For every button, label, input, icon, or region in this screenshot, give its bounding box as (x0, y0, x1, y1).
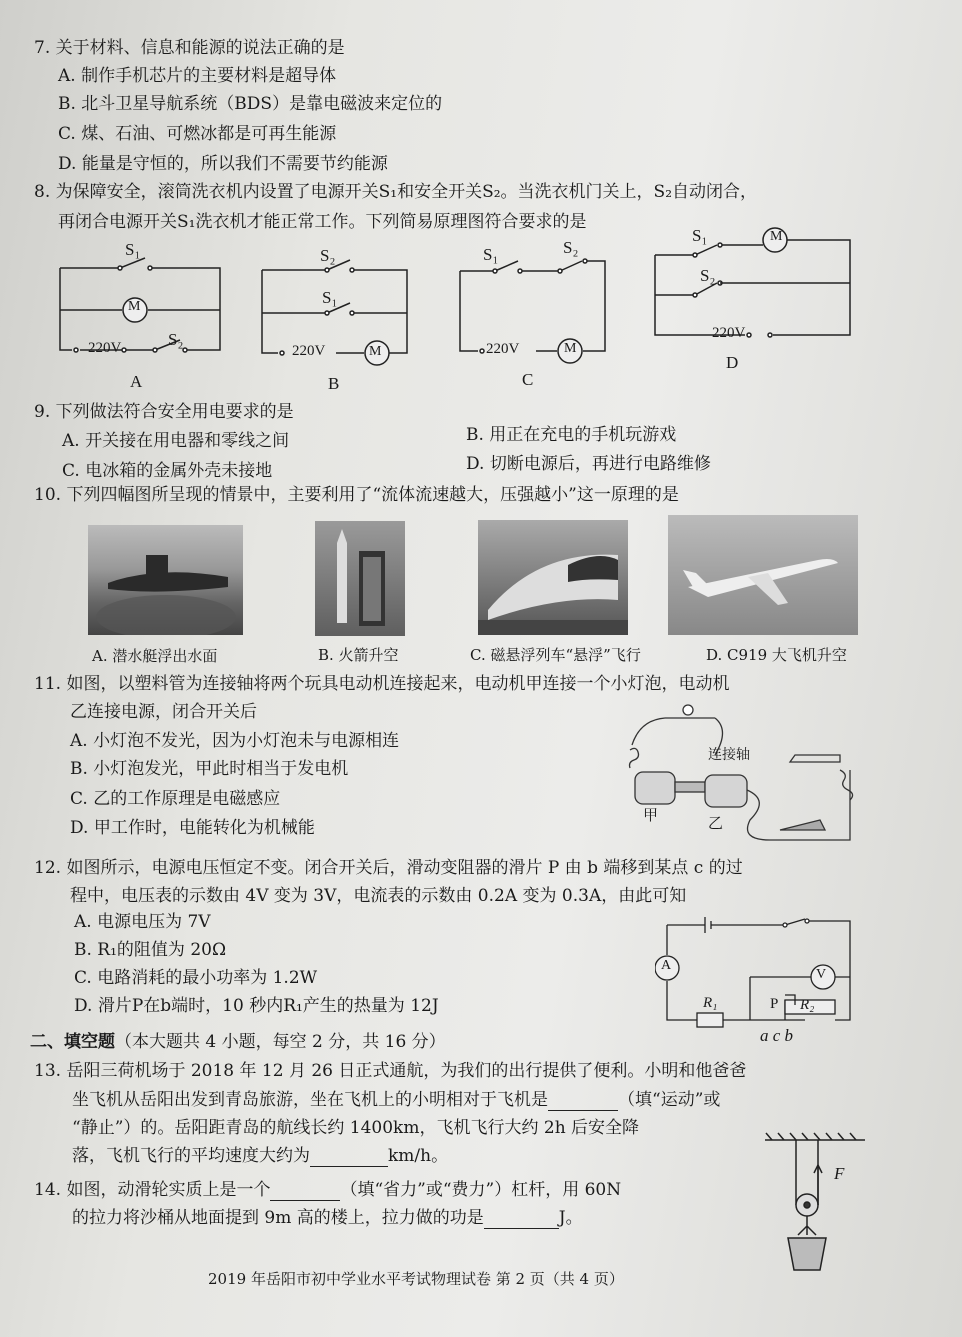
q7-option-d: D. 能量是守恒的，所以我们不需要节约能源 (58, 154, 388, 174)
q13-blank-motion[interactable] (548, 1094, 618, 1111)
circuit-c-s1-label: S₁ (483, 245, 499, 264)
circuit-d-voltage-label: 220V (712, 325, 746, 341)
rocket-photo (315, 521, 405, 636)
q13-line2-text-a: 坐飞机从岳阳出发到青岛旅游，坐在飞机上的小明相对于飞机是 (72, 1090, 548, 1110)
q14-line2-text-b: J。 (558, 1208, 583, 1228)
q7-option-a: A. 制作手机芯片的主要材料是超导体 (58, 66, 337, 86)
voltmeter-label: V (816, 967, 827, 982)
section-fill-in-heading (30, 1027, 446, 1052)
circuit-d-label: D (726, 353, 739, 372)
r2-label: R₂ (800, 997, 815, 1013)
q12-option-c: C. 电路消耗的最小功率为 1.2W (74, 968, 318, 988)
movable-pulley-diagram (760, 1130, 870, 1280)
circuit-c-motor-label: M (564, 341, 577, 356)
q7-option-b: B. 北斗卫星导航系统（BDS）是靠电磁波来定位的 (58, 94, 443, 114)
page-footer: 2019 年岳阳市初中学业水平考试物理试卷 第 2 页（共 4 页） (208, 1270, 624, 1288)
maglev-train-photo (478, 520, 628, 635)
motor-jia-label: 甲 (643, 808, 659, 824)
circuit-diagram-d (645, 225, 860, 350)
q8-stem-line2: 再闭合电源开关S₁洗衣机才能正常工作。下列简易原理图符合要求的是 (58, 212, 587, 232)
q14-blank-work[interactable] (484, 1212, 559, 1229)
r1-label: R₁ (703, 995, 718, 1011)
q10-caption-b: B. 火箭升空 (318, 646, 399, 664)
q12-option-d: D. 滑片P在b端时，10 秒内R₁产生的热量为 12J (74, 996, 439, 1016)
q11-stem-line2: 乙连接电源，闭合开关后 (70, 702, 257, 722)
force-f-label: F (834, 1164, 845, 1183)
q13-line1: 13. 岳阳三荷机场于 2018 年 12 月 26 日正式通航，为我们的出行提供了便利。小明和他爸爸 (34, 1061, 747, 1081)
q14-line1 (34, 1180, 621, 1201)
circuit-b-label: B (328, 374, 340, 393)
section-title: 二、填空题 (30, 1032, 115, 1052)
circuit-diagram-c (450, 243, 615, 368)
c919-airplane-photo (668, 515, 858, 635)
q13-line4-text-a: 落，飞机飞行的平均速度大约为 (72, 1146, 310, 1166)
connecting-axle-label: 连接轴 (708, 748, 750, 763)
q14-blank-lever-type[interactable] (270, 1184, 340, 1201)
q14-line1-text-b: （填“省力”或“费力”）杠杆，用 60N (340, 1180, 622, 1200)
circuit-a-motor-label: M (128, 299, 141, 314)
circuit-b-s1-label: S₁ (322, 288, 338, 307)
circuit-a-s2-label: S₂ (168, 330, 184, 349)
circuit-d-motor-label: M (770, 229, 783, 244)
q7-option-c: C. 煤、石油、可燃冰都是可再生能源 (58, 124, 337, 144)
q8-stem-line1: 8. 为保障安全，滚筒洗衣机内设置了电源开关S₁和安全开关S₂。当洗衣机门关上，S₂自动闭合， (34, 182, 758, 202)
q13-blank-speed[interactable] (310, 1150, 388, 1167)
q7-stem: 7. 关于材料、信息和能源的说法正确的是 (34, 38, 345, 58)
circuit-a-label: A (130, 372, 143, 391)
q11-option-b: B. 小灯泡发光，甲此时相当于发电机 (70, 759, 349, 779)
ammeter-label: A (661, 958, 672, 973)
q10-stem: 10. 下列四幅图所呈现的情景中，主要利用了“流体流速越大，压强越小”这一原理的是 (34, 485, 679, 505)
q10-caption-a: A. 潜水艇浮出水面 (92, 647, 218, 665)
section-note: （本大题共 4 小题，每空 2 分，共 16 分） (115, 1032, 446, 1052)
circuit-c-voltage-label: 220V (486, 341, 520, 357)
circuit-b-voltage-label: 220V (292, 343, 326, 359)
q12-stem-line2: 程中，电压表的示数由 4V 变为 3V，电流表的示数由 0.2A 变为 0.3A，由此可知 (70, 886, 687, 906)
q13-line2-text-b: （填“运动”或 (618, 1090, 721, 1110)
circuit-d-s2-label: S₂ (700, 266, 716, 285)
circuit-a-voltage-label: 220V (88, 340, 122, 356)
q13-line2 (72, 1090, 720, 1111)
circuit-a-s1-label: S₁ (125, 240, 141, 259)
q11-option-a: A. 小灯泡不发光，因为小灯泡未与电源相连 (70, 731, 400, 751)
q12-stem-line1: 12. 如图所示，电源电压恒定不变。闭合开关后，滑动变阻器的滑片 P 由 b 端移到某点 c 的过 (34, 858, 743, 878)
q14-line2-text-a: 的拉力将沙桶从地面提到 9m 高的楼上，拉力做的功是 (72, 1208, 484, 1228)
slider-p-label: P (770, 996, 779, 1012)
q13-line3: “静止”）的。岳阳距青岛的航线长约 1400km，飞机飞行大约 2h 后安全降 (72, 1118, 640, 1138)
q13-line4-text-b: km/h。 (388, 1146, 449, 1166)
q12-option-a: A. 电源电压为 7V (74, 912, 211, 932)
circuit-c-label: C (522, 370, 534, 389)
circuit-d-s1-label: S₁ (692, 226, 708, 245)
q10-caption-d: D. C919 大飞机升空 (706, 646, 847, 664)
q9-option-b: B. 用正在充电的手机玩游戏 (466, 425, 677, 445)
motor-yi-label: 乙 (708, 816, 724, 832)
q9-option-a: A. 开关接在用电器和零线之间 (62, 431, 290, 451)
q14-line1-text-a: 14. 如图，动滑轮实质上是一个 (34, 1180, 271, 1200)
circuit-c-s2-label: S₂ (563, 238, 579, 257)
q9-option-c: C. 电冰箱的金属外壳未接地 (62, 461, 273, 481)
q9-option-d: D. 切断电源后，再进行电路维修 (466, 454, 711, 474)
q12-option-b: B. R₁的阻值为 20Ω (74, 940, 227, 960)
rheostat-terminals-label: a c b (760, 1026, 794, 1045)
circuit-b-motor-label: M (369, 344, 382, 359)
submarine-photo (88, 525, 243, 635)
q11-option-d: D. 甲工作时，电能转化为机械能 (70, 818, 315, 838)
q11-stem-line1: 11. 如图，以塑料管为连接轴将两个玩具电动机连接起来，电动机甲连接一个小灯泡，电动机 (34, 674, 730, 694)
circuit-b-s2-label: S₂ (320, 246, 336, 265)
q10-caption-c: C. 磁悬浮列车“悬浮”飞行 (470, 646, 641, 664)
q9-stem: 9. 下列做法符合安全用电要求的是 (34, 402, 294, 422)
q11-option-c: C. 乙的工作原理是电磁感应 (70, 789, 281, 809)
q14-line2 (72, 1208, 583, 1229)
q13-line4 (72, 1146, 448, 1167)
